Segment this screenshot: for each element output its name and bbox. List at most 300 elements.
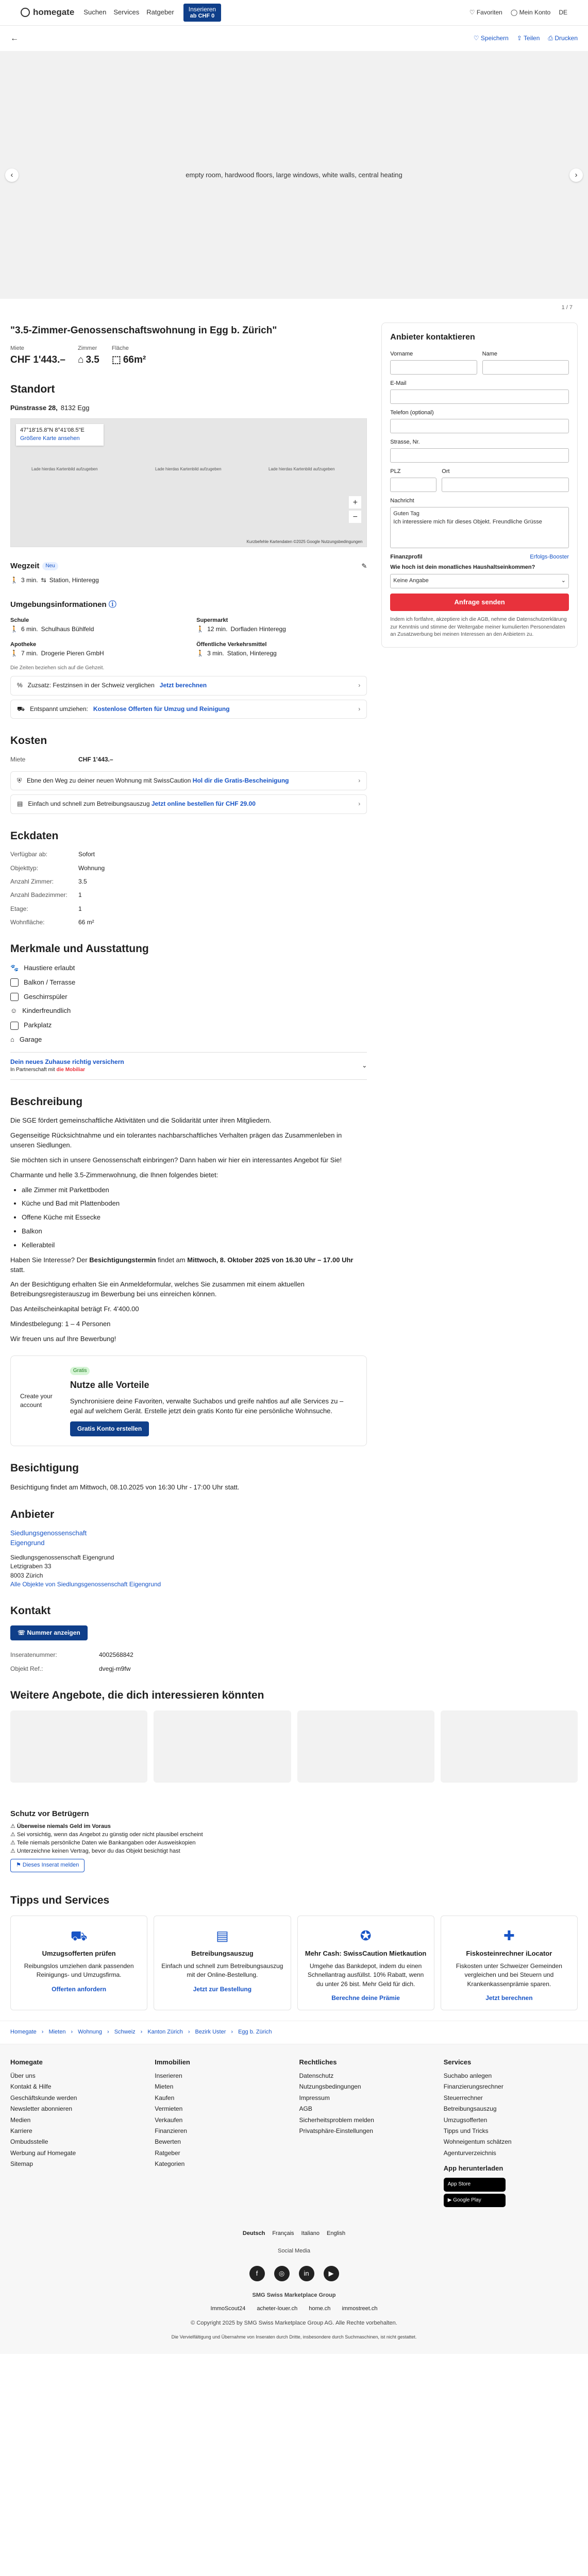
footer-link[interactable]: Karriere (10, 2127, 32, 2135)
gallery-image-alt: empty room, hardwood floors, large windows, white walls, central heating (186, 171, 402, 179)
umzug-text: Entspannt umziehen: (30, 705, 88, 713)
footer-link[interactable]: Wohneigentum schätzen (443, 2138, 512, 2146)
address (10, 403, 367, 413)
desc-paragraph: Gegenseitige Rücksichtnahme und ein tolerantes nachbarschaftliches Verhalten prägen das Zusammenleben in unseren Siedlungen. (10, 1131, 342, 1149)
ref-value: dvegj-m9fw (99, 1665, 131, 1672)
sub-bar (0, 26, 588, 52)
site-footer (0, 2044, 588, 2354)
right-column (381, 312, 578, 1673)
schutz-item: ⚠ Unterzeichne keinen Vertrag, bevor du das Objekt besichtigt hast (10, 1848, 180, 1854)
report-label: Dieses Inserat melden (22, 1861, 79, 1868)
desc-part: findet am (158, 1256, 186, 1264)
feature-label: Balkon / Terrasse (24, 978, 76, 986)
image-gallery[interactable] (0, 52, 588, 299)
footer-link[interactable]: Sitemap (10, 2160, 33, 2168)
anbieter-all-link[interactable]: Alle Objekte von Siedlungsgenossenschaft Eigengrund (10, 1580, 161, 1588)
map-notice-3: Lade hierdas Kartenbild aufzugeben (268, 467, 335, 472)
fact-zimmer (78, 345, 99, 367)
walk-icon: 🚶 (10, 625, 18, 633)
tip-title: Umzugsofferten prüfen (42, 1949, 116, 1957)
anbieter-line: Siedlungsgenossenschaft Eigengrund (10, 1553, 114, 1561)
footer-link[interactable]: Sicherheitsproblem melden (299, 2116, 374, 2124)
umg-super (196, 617, 367, 634)
footer-columns (10, 2058, 578, 2209)
betreibung-link[interactable]: Jetzt online bestellen für CHF 29.00 (151, 800, 256, 808)
gallery-prev-icon[interactable]: ‹ (5, 168, 19, 182)
tip-text: Fiskosten unter Schweizer Gemeinden vergleichen und bei Steuern und Krankenkassenprämie sparen. (456, 1962, 562, 1988)
tel-input[interactable] (390, 419, 569, 433)
truck-icon: ⛟ (17, 705, 25, 713)
footer-link[interactable]: Umzugsofferten (443, 2116, 488, 2124)
kosten-value: CHF 1'443.– (78, 755, 113, 763)
weitere-heading: Weitere Angebote, die dich interessieren könnten (10, 1689, 264, 1701)
list-item: • Balkon (22, 1227, 367, 1236)
miete-value: CHF 1'443.– (10, 354, 65, 366)
shield-icon: ⛨ (17, 776, 22, 784)
copyright: © Copyright 2025 by SMG Swiss Marketplace Group AG. Alle Rechte vorbehalten. (191, 2319, 397, 2326)
tel-label: Telefon (optional) (390, 410, 434, 416)
eck-label: Anzahl Badezimmer: (10, 891, 68, 899)
group-link[interactable]: immostreet.ch (342, 2305, 378, 2312)
eckdaten-table (10, 850, 367, 927)
tip-title: Fiskosteinrechner iLocator (466, 1949, 552, 1957)
feature-label: Parkplatz (24, 1021, 52, 1029)
footer-link[interactable]: Steuerrechner (443, 2094, 483, 2102)
footer-link[interactable]: Betreibungsauszug (443, 2105, 497, 2113)
ref-label: Inseratenummer: (10, 1651, 57, 1659)
social-title: Social Media (278, 2247, 310, 2254)
account-label: Mein Konto (519, 8, 551, 16)
info-icon[interactable]: ⓘ (108, 600, 116, 609)
betreibung-box[interactable] (10, 794, 367, 814)
lang-option[interactable]: Italiano (301, 2230, 320, 2237)
main-content (0, 312, 588, 1673)
merkmale-heading: Merkmale und Ausstattung (10, 943, 149, 955)
footer-col-title: Immobilien (155, 2058, 190, 2066)
nav-services[interactable]: Services (113, 8, 140, 16)
account-link[interactable]: ◯ Mein Konto (510, 8, 551, 16)
header-right (469, 8, 567, 17)
footer-link[interactable]: Kategorien (155, 2160, 185, 2168)
share-button[interactable]: ⇪ Teilen (516, 34, 540, 42)
chevron-right-icon: › (358, 682, 361, 689)
footer-link[interactable]: Kaufen (155, 2094, 175, 2102)
truck-icon: ⛟ (70, 1928, 88, 1944)
schutz-heading: Schutz vor Betrügern (10, 1809, 89, 1819)
ov-label: Öffentliche Verkehrsmittel (196, 641, 267, 648)
document-icon: ▤ (17, 800, 23, 808)
desc-paragraph: Das Anteilscheinkapital beträgt Fr. 4'400.00 (10, 1305, 139, 1313)
map-card (16, 424, 104, 446)
footer-link[interactable]: Datenschutz (299, 2072, 334, 2080)
lang-option[interactable]: English (327, 2230, 346, 2237)
footer-col-title: Rechtliches (299, 2058, 337, 2066)
gallery-counter: 1 / 7 (561, 304, 573, 311)
door-icon: ⌂ (77, 354, 84, 366)
print-button[interactable]: ⎙ Drucken (548, 34, 578, 42)
schutz-item: ⚠ Teile niemals persönliche Daten wie Bankangaben oder Ausweiskopien (10, 1839, 196, 1846)
anbieter-name-2[interactable]: Eigengrund (10, 1538, 45, 1547)
footer-link[interactable]: AGB (299, 2105, 312, 2113)
umg-note: Die Zeiten beziehen sich auf die Gehzeit. (10, 665, 105, 671)
group-link[interactable]: home.ch (309, 2305, 331, 2312)
plz-label: PLZ (390, 468, 401, 474)
logo-text: homegate (33, 7, 75, 18)
address-street: Pünstrasse 28, (10, 404, 58, 412)
street-label: Strasse, Nr. (390, 438, 420, 445)
schutz-item-text: Unterzeichne keinen Vertrag, bevor du das Objekt besichtigt hast (16, 1848, 180, 1854)
report-button[interactable]: ⚑ Dieses Inserat melden (10, 1859, 85, 1872)
anbieter-address (10, 1553, 367, 1589)
flag-icon: ✚ (503, 1928, 515, 1944)
eck-value: 3.5 (78, 877, 87, 885)
schule-label: Schule (10, 617, 29, 624)
linkedin-icon[interactable]: in (299, 2266, 314, 2281)
tip-text: Reibungslos umziehen dank passenden Reinigungs- und Umzugsfirma. (24, 1962, 134, 1979)
desc-paragraph: Charmante und helle 3.5-Zimmerwohnung, die Ihnen folgendes bietet: (10, 1171, 219, 1179)
breadcrumb-item[interactable]: Kanton Zürich (147, 2029, 183, 2036)
footer-link[interactable]: Newsletter abonnieren (10, 2105, 73, 2113)
breadcrumb-item[interactable]: Egg b. Zürich (238, 2029, 272, 2036)
swisscaution-text: Ebne den Weg zu deiner neuen Wohnung mit SwissCaution (27, 776, 191, 784)
eckdaten-heading: Eckdaten (10, 829, 59, 842)
listing-card[interactable] (10, 1710, 147, 1783)
schutz-item-text: Sei vorsichtig, wenn das Angebot zu günstig oder nicht plausibel erscheint (16, 1832, 203, 1838)
gallery-next-icon[interactable]: › (569, 168, 583, 182)
desc-part: statt. (10, 1265, 25, 1274)
show-number-label: Nummer anzeigen (27, 1629, 80, 1636)
lang-switch[interactable]: DE (559, 8, 567, 16)
apo-label: Apotheke (10, 641, 37, 648)
tip-title: Betreibungsauszug (191, 1949, 254, 1957)
apo-name: Drogerie Pieren GmbH (41, 650, 104, 657)
wegzeit-row (10, 576, 367, 585)
parking-icon (10, 1022, 19, 1030)
ov-time: 3 min. (207, 650, 224, 657)
vorname-input[interactable] (390, 360, 477, 375)
listing-title: "3.5-Zimmer-Genossenschaftswohnung in Egg b. Zürich" (10, 325, 277, 336)
umzug-link[interactable]: Kostenlose Offerten für Umzug und Reinigung (93, 705, 230, 713)
feature-item (10, 978, 367, 988)
footer-link[interactable]: Tipps und Tricks (443, 2127, 489, 2135)
vorname-label: Vorname (390, 351, 413, 358)
chevron-down-icon: ⌄ (561, 577, 566, 584)
fact-flache (112, 345, 146, 367)
feature-label: Geschirrspüler (24, 992, 68, 1001)
youtube-icon[interactable]: ▶ (324, 2266, 339, 2281)
ort-input[interactable] (442, 478, 569, 492)
chevron-right-icon: › (358, 705, 361, 713)
app-title: App herunterladen (443, 2164, 503, 2173)
beschreibung-heading: Beschreibung (10, 1095, 83, 1108)
umg-heading (10, 599, 367, 611)
apo-time: 7 min. (21, 650, 38, 657)
listing-actions (474, 34, 578, 43)
instagram-icon[interactable]: ◎ (274, 2266, 290, 2281)
nav-suchen[interactable]: Suchen (83, 8, 107, 16)
plz-input[interactable] (390, 478, 436, 492)
footer-link[interactable]: Suchabo anlegen (443, 2072, 492, 2080)
logo[interactable] (21, 6, 74, 19)
piggy-icon: ✪ (360, 1928, 372, 1944)
tip-link[interactable]: Offerten anfordern (52, 1985, 107, 1993)
dishwasher-icon (10, 993, 19, 1001)
group-link[interactable]: acheter-louer.ch (257, 2305, 298, 2312)
desc-list (22, 1185, 367, 1250)
tipps-cards (10, 1916, 578, 2010)
walk-icon: 🚶 (10, 577, 18, 584)
breadcrumb-item[interactable]: Wohnung (78, 2029, 103, 2036)
zoom-in-icon[interactable]: + (349, 496, 361, 509)
msg-label: Nachricht (390, 497, 414, 504)
wegzeit-heading: Wegzeit (10, 562, 40, 571)
footer-link[interactable]: Vermieten (155, 2105, 183, 2113)
footer-link[interactable]: Über uns (10, 2072, 36, 2080)
footer-link[interactable]: Werbung auf Homegate (10, 2149, 76, 2157)
group-name: SMG Swiss Marketplace Group (252, 2292, 336, 2298)
lang-option[interactable]: Français (272, 2230, 294, 2237)
back-arrow-icon[interactable]: ← (10, 33, 19, 43)
main-nav (83, 8, 174, 18)
footer-link[interactable]: Medien (10, 2116, 31, 2124)
walk-icon: 🚶 (10, 650, 18, 657)
save-label: Speichern (480, 34, 509, 42)
cta-label: Inserieren (188, 5, 216, 13)
tip-text: Umgehe das Bankdepot, indem du einen Schnellantrag ausfüllst. 10% Rabatt, wenn du unter 26 bist. Mehr Geld für dich. (307, 1962, 424, 1988)
zimmer-label: Zimmer (77, 345, 97, 352)
footer-link[interactable]: Geschäftskunde werden (10, 2094, 77, 2102)
ref-value: 4002568842 (99, 1651, 133, 1659)
logo-icon (21, 8, 30, 17)
footer-link[interactable]: Finanzieren (155, 2127, 187, 2135)
festzins-text: Zuzsatz: Festzinsen in der Schweiz verglichen (27, 682, 155, 689)
tip-title: Mehr Cash: SwissCaution Mietkaution (305, 1949, 427, 1957)
walk-icon: 🚶 (196, 625, 205, 633)
umg-title: Umgebungsinformationen (10, 600, 107, 609)
feature-item (10, 1035, 367, 1045)
email-input[interactable] (390, 389, 569, 404)
footer-col-title: Services (443, 2058, 472, 2066)
kosten-table (10, 755, 367, 764)
footer-link[interactable]: Inserieren (155, 2072, 182, 2080)
contact-heading: Anbieter kontaktieren (390, 332, 475, 342)
eck-value: 1 (78, 891, 82, 899)
wegzeit-header (10, 561, 367, 572)
inserieren-button[interactable] (183, 4, 221, 22)
account-promo-label: Create your account (20, 1392, 53, 1409)
send-request-button[interactable]: Anfrage senden (390, 594, 569, 612)
edit-icon[interactable]: ✎ (361, 562, 367, 570)
feature-item (10, 963, 367, 973)
eck-label: Wohnfläche: (10, 919, 45, 926)
tip-card (297, 1916, 434, 2010)
language-switch (10, 2230, 578, 2238)
super-label: Supermarkt (196, 617, 228, 624)
breadcrumb-item[interactable]: Homegate (10, 2029, 37, 2036)
zimmer-value: 3.5 (86, 354, 99, 366)
footer-link[interactable]: Kontakt & Hilfe (10, 2083, 52, 2091)
account-promo-text: Synchronisiere deine Favoriten, verwalte Suchabos und greife nahtlos auf alle Services zu – egal auf welchem Gerät. Erstelle jetzt dein gratis Konto für eine persönliche Wohnsuche. (70, 1397, 344, 1415)
eck-value: Wohnung (78, 864, 105, 872)
feature-item (10, 992, 367, 1002)
footer-link[interactable]: Ombudsstelle (10, 2138, 48, 2146)
similar-listings (10, 1710, 578, 1783)
message-textarea[interactable]: Guten Tag Ich interessiere mich für dieses Objekt. Freundliche Grüsse (390, 507, 569, 548)
show-number-button[interactable]: ☏ Nummer anzeigen (10, 1625, 88, 1640)
footer-link[interactable]: Impressum (299, 2094, 330, 2102)
footer-link[interactable]: Agenturverzeichnis (443, 2149, 496, 2157)
cta-sub: ab CHF 0 (190, 13, 215, 20)
train-icon: ⇆ (41, 577, 46, 584)
listing-card[interactable] (154, 1710, 291, 1783)
map-notice-2: Lade hierdas Kartenbild aufzugeben (155, 467, 222, 472)
footer-link[interactable]: Finanzierungsrechner (443, 2083, 503, 2091)
booster-link[interactable]: Erfolgs-Booster (530, 553, 569, 560)
besichtigung-heading: Besichtigung (10, 1462, 79, 1475)
breadcrumb-item[interactable]: Bezirk Uster (195, 2029, 226, 2036)
listing-card[interactable] (441, 1710, 578, 1783)
zoom-out-icon[interactable]: − (349, 511, 361, 523)
child-icon: ☺ (10, 1007, 18, 1015)
anbieter-line: 8003 Zürich (10, 1571, 43, 1579)
tipps-heading: Tipps und Services (10, 1894, 110, 1906)
super-time: 12 min. (207, 625, 228, 633)
standort-heading: Standort (10, 383, 55, 395)
super-name: Dorfladen Hinteregg (230, 625, 286, 633)
name-label: Name (482, 351, 497, 358)
left-column (10, 312, 367, 1673)
list-item: • Offene Küche mit Essecke (22, 1213, 367, 1223)
key-facts (10, 345, 367, 367)
save-button[interactable]: ♡ Speichern (473, 34, 509, 42)
list-item: • Kellerabteil (22, 1241, 367, 1250)
street-input[interactable] (390, 448, 569, 463)
festzins-box[interactable] (10, 676, 367, 695)
ov-name: Station, Hinteregg (227, 650, 277, 657)
desc-paragraph: Die SGE fördert gemeinschaftliche Aktivitäten und die Solidarität unter ihren Mitgliedern. (10, 1116, 272, 1125)
chevron-down-icon[interactable]: ⌄ (362, 1062, 367, 1070)
schutz-item-text: Teile niemals persönliche Daten wie Bankangaben oder Ausweiskopien (16, 1839, 196, 1846)
insurance-promo[interactable] (10, 1052, 367, 1080)
tip-card (441, 1916, 578, 2010)
wegzeit-time: 3 min. (21, 577, 38, 584)
group-link[interactable]: ImmoScout24 (210, 2305, 246, 2312)
listing-card[interactable] (297, 1710, 434, 1783)
desc-paragraph: Mindestbelegung: 1 – 4 Personen (10, 1319, 111, 1328)
footer-link[interactable]: Mieten (155, 2083, 174, 2091)
google-play-label: Google Play (453, 2197, 481, 2203)
tip-text: Einfach und schnell zum Betreibungsauszug mit der Online-Bestellung. (161, 1962, 283, 1979)
site-header (0, 0, 588, 26)
map[interactable] (10, 418, 367, 547)
miete-label: Miete (10, 345, 24, 352)
footer-link[interactable]: Verkaufen (155, 2116, 183, 2124)
wegzeit-dest: Station, Hinteregg (49, 577, 99, 584)
eck-label: Verfügbar ab: (10, 851, 48, 858)
fact-miete (10, 345, 65, 367)
swisscaution-link[interactable]: Hol dir die Gratis-Bescheinigung (192, 776, 289, 784)
map-footer: Kurzbefehle Kartendaten ©2025 Google Nutzungsbedingungen (246, 539, 363, 544)
percent-icon: % (17, 682, 23, 689)
eck-label: Etage: (10, 905, 28, 912)
kosten-heading: Kosten (10, 735, 47, 747)
breadcrumb-item[interactable]: Mieten (48, 2029, 66, 2036)
account-promo-title: Nutze alle Vorteile (70, 1380, 149, 1391)
feature-label: Kinderfreundlich (22, 1007, 71, 1015)
list-item: • alle Zimmer mit Parkettboden (22, 1185, 367, 1195)
app-store-badge[interactable] (444, 2178, 506, 2192)
footer-col (155, 2058, 289, 2209)
legal-text: Indem ich fortfahre, akzeptiere ich die AGB, nehme die Datenschutzerklärung zur Kenntnis und stimme der Weitergabe meiner kumulierten Personendaten an Zusatzwerbung bei meinen Interessen an den Anbietern zu. (390, 617, 567, 638)
footer-link[interactable]: Privatsphäre-Einstellungen (299, 2127, 373, 2135)
map-coords: 47°18'15.8"N 8°41'08.5"E (20, 427, 85, 434)
new-badge: Neu (42, 562, 58, 571)
umzug-box[interactable] (10, 700, 367, 719)
anbieter-name-1[interactable]: Siedlungsgenossenschaft (10, 1529, 87, 1537)
email-label: E-Mail (390, 380, 407, 387)
eck-label: Objekttyp: (10, 864, 39, 872)
besichtigung-text: Besichtigung findet am Mittwoch, 08.10.2025 von 16:30 Uhr - 17:00 Uhr statt. (10, 1483, 240, 1491)
facebook-icon[interactable]: f (249, 2266, 265, 2281)
lang-option[interactable]: Deutsch (242, 2230, 265, 2237)
fin-label: Finanzprofil (390, 553, 423, 560)
create-account-button[interactable]: Gratis Konto erstellen (70, 1421, 149, 1436)
nav-ratgeber[interactable]: Ratgeber (146, 8, 174, 16)
tip-card (154, 1916, 291, 2010)
map-notice-1: Lade hierdas Kartenbild aufzugeben (31, 467, 98, 472)
mobiliar-logo: die Mobiliar (56, 1067, 86, 1073)
tip-link[interactable]: Jetzt berechnen (485, 1994, 533, 2002)
schutz-list (10, 1823, 578, 1856)
breadcrumb-item[interactable]: Schweiz (114, 2029, 136, 2036)
income-select[interactable] (390, 574, 569, 588)
feature-item (10, 1006, 367, 1016)
favoriten-link[interactable]: ♡ Favoriten (469, 8, 502, 16)
umg-grid (10, 617, 367, 658)
desc-part: Besichtigungstermin (89, 1256, 156, 1264)
footer-link[interactable]: Nutzungsbedingungen (299, 2083, 361, 2091)
schule-time: 6 min. (21, 625, 38, 633)
swisscaution-box[interactable] (10, 771, 367, 790)
garage-icon: ⌂ (10, 1036, 14, 1044)
desc-paragraph (10, 1256, 367, 1275)
name-input[interactable] (482, 360, 569, 375)
map-larger-link[interactable]: Größere Karte ansehen (20, 435, 80, 442)
schutz-item: ⚠ Sei vorsichtig, wenn das Angebot zu günstig oder nicht plausibel erscheint (10, 1832, 203, 1838)
list-item: • Küche und Bad mit Plattenboden (22, 1199, 367, 1209)
footer-col (444, 2058, 578, 2209)
footer-col-title: Homegate (10, 2058, 43, 2066)
kontakt-heading: Kontakt (10, 1605, 51, 1617)
footer-col (10, 2058, 144, 2209)
tip-link[interactable]: Jetzt zur Bestellung (193, 1985, 252, 1993)
tip-link[interactable]: Berechne deine Prämie (331, 1994, 400, 2002)
kontakt-table (10, 1651, 367, 1673)
desc-part: Haben Sie Interesse? Der (10, 1256, 88, 1264)
festzins-link[interactable]: Jetzt berechnen (159, 682, 207, 689)
promo-sub: In Partnerschaft mit (10, 1067, 55, 1073)
desc-paragraph: Wir freuen uns auf Ihre Bewerbung! (10, 1334, 116, 1343)
google-play-badge[interactable]: ▶ Google Play (444, 2194, 506, 2208)
footer-link[interactable]: Ratgeber (155, 2149, 180, 2157)
contact-form (381, 323, 578, 648)
betreibung-text: Einfach und schnell zum Betreibungsauszug (28, 800, 150, 808)
anbieter-name[interactable] (10, 1529, 367, 1548)
breadcrumb: Homegate › Mieten › Wohnung › Schweiz › Kanton Zürich › Bezirk Uster › Egg b. Zürich (0, 2021, 588, 2044)
disclaimer: Die Vervielfältigung und Übernahme von Inseraten durch Dritte, insbesondere durch Suchmaschinen, ist nicht gestattet. (171, 2334, 417, 2340)
footer-link[interactable]: Bewerten (155, 2138, 181, 2146)
walk-icon: 🚶 (196, 650, 205, 657)
